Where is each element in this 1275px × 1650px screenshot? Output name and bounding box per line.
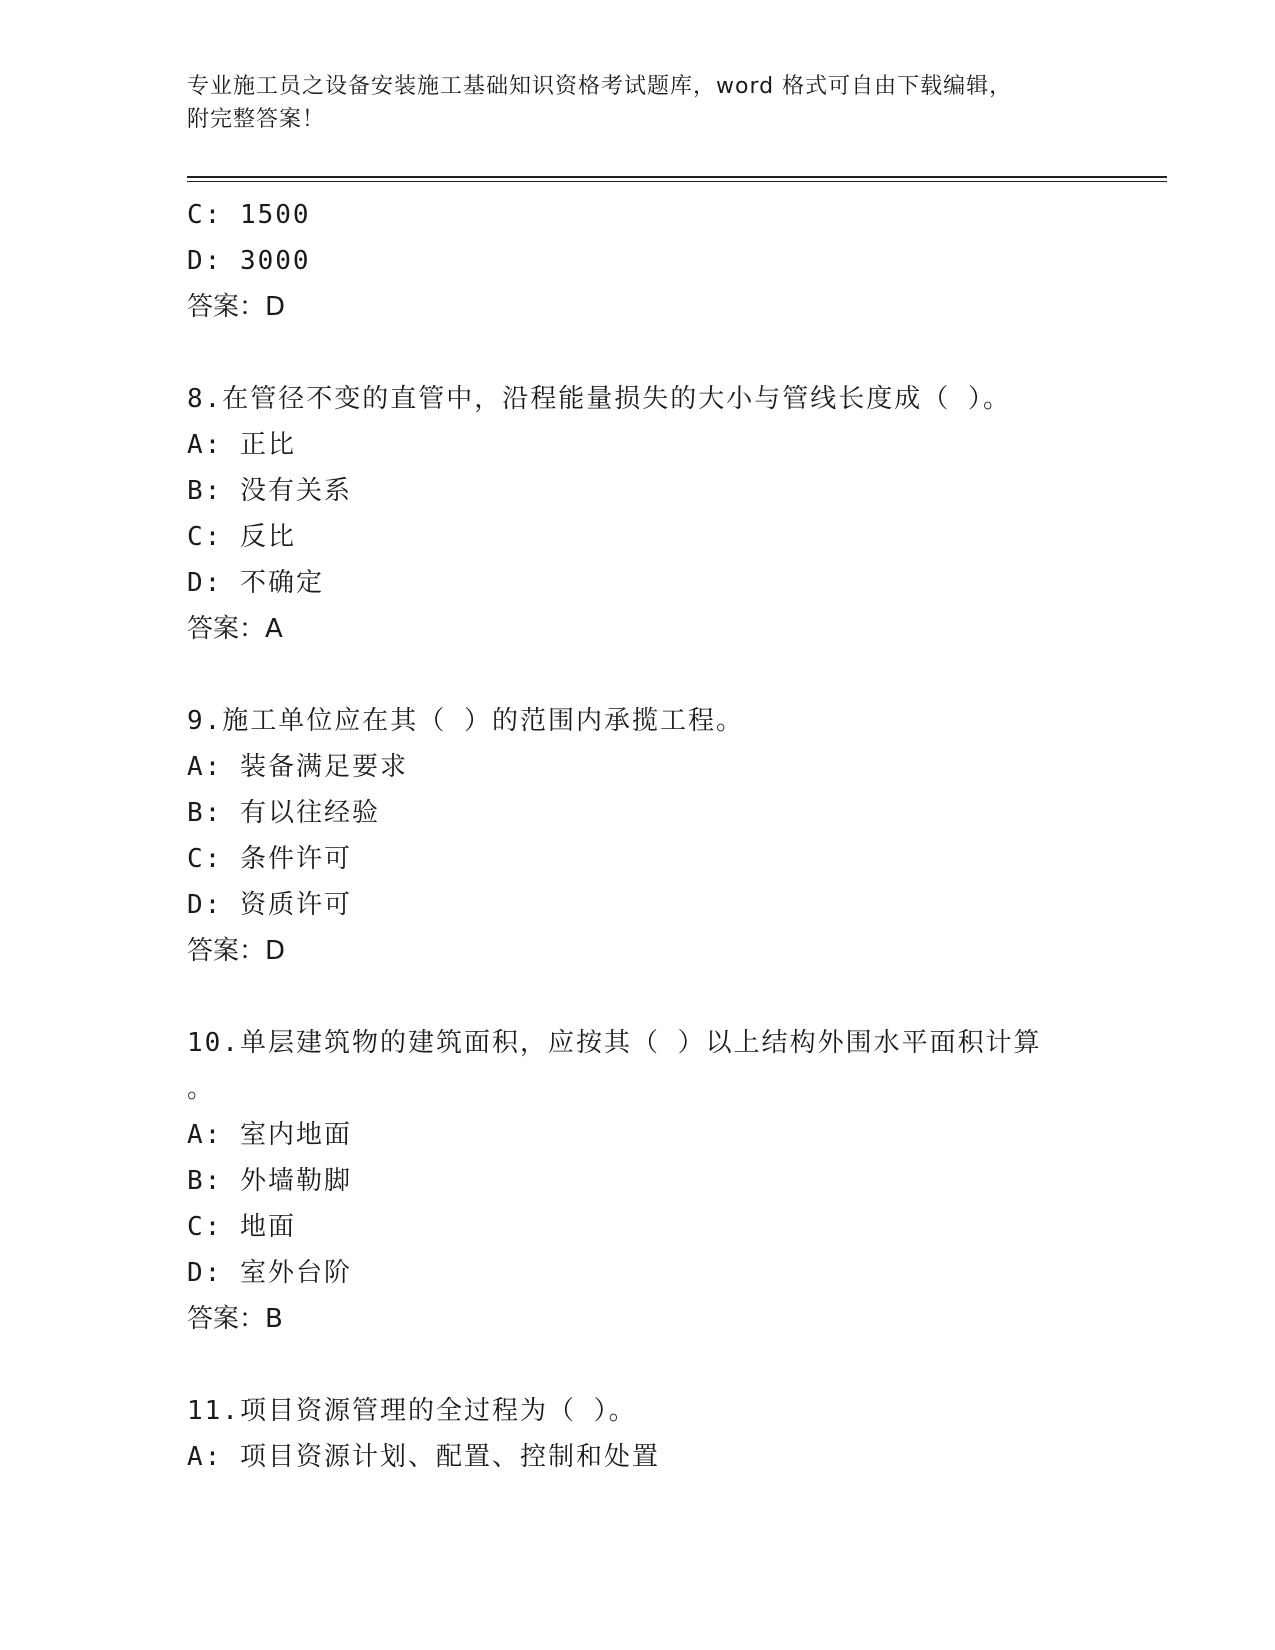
spacer (187, 1342, 1167, 1388)
q10-answer: 答案：B (187, 1304, 283, 1334)
q8-option-c: C: 反比 (187, 522, 296, 552)
q11-option-a: A: 项目资源计划、配置、控制和处置 (187, 1442, 660, 1472)
q9-option-b: B: 有以往经验 (187, 798, 380, 828)
q8-option-d: D: 不确定 (187, 568, 324, 598)
q10-option-c: C: 地面 (187, 1212, 296, 1242)
document-header (187, 70, 1167, 136)
header-line-1: 专业施工员之设备安装施工基础知识资格考试题库，word 格式可自由下载编辑， (187, 74, 1013, 99)
q10-option-d: D: 室外台阶 (187, 1258, 352, 1288)
q10-option-a: A: 室内地面 (187, 1120, 352, 1150)
q9-option-a: A: 装备满足要求 (187, 752, 408, 782)
spacer (187, 974, 1167, 1020)
q9-question: 9.施工单位应在其（ ）的范围内承揽工程。 (187, 706, 744, 736)
q9-option-c: C: 条件许可 (187, 844, 352, 874)
question-list (187, 192, 1167, 1480)
q8-question: 8.在管径不变的直管中，沿程能量损失的大小与管线长度成（ ）。 (187, 384, 1011, 414)
q8-option-a: A: 正比 (187, 430, 296, 460)
q9-option-d: D: 资质许可 (187, 890, 352, 920)
q7-option-c: C: 1500 (187, 200, 311, 230)
document-page (187, 70, 1167, 1480)
spacer (187, 652, 1167, 698)
q7-answer: 答案：D (187, 292, 286, 322)
q10-option-b: B: 外墙勒脚 (187, 1166, 352, 1196)
q7-option-d: D: 3000 (187, 246, 311, 276)
header-divider (187, 176, 1167, 182)
q11-question: 11.项目资源管理的全过程为（ ）。 (187, 1396, 637, 1426)
q9-answer: 答案：D (187, 936, 286, 966)
header-line-2: 附完整答案！ (187, 107, 326, 132)
q8-option-b: B: 没有关系 (187, 476, 352, 506)
q8-answer: 答案：A (187, 614, 283, 644)
q10-question: 10.单层建筑物的建筑面积，应按其（ ）以上结构外围水平面积计算 (187, 1028, 1042, 1058)
spacer (187, 330, 1167, 376)
q10-question-wrap: 。 (187, 1074, 214, 1104)
